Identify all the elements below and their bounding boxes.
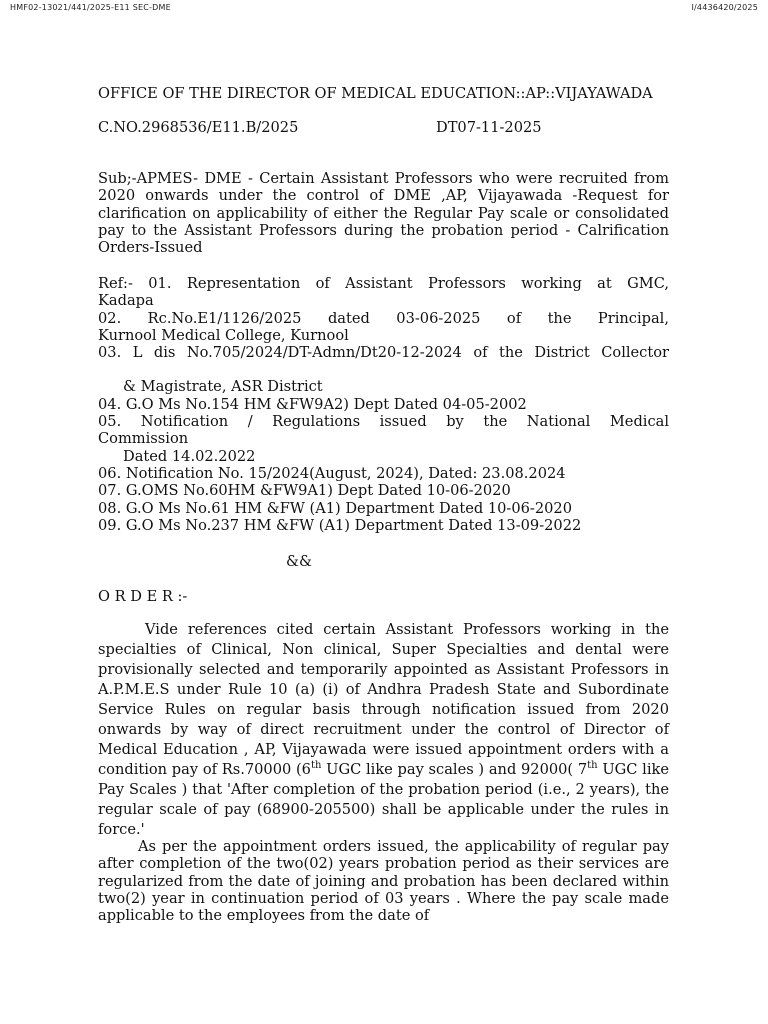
reference-01-line2: Kadapa bbox=[98, 292, 154, 310]
reference-02-line2: Kurnool Medical College, Kurnool bbox=[98, 326, 349, 344]
order-paragraph-1 bbox=[98, 620, 669, 840]
reference-05-line3: Dated 14.02.2022 bbox=[123, 447, 256, 465]
reference-04: 04. G.O Ms No.154 HM &FW9A2) Dept Dated 04-05-2002 bbox=[98, 395, 527, 413]
reference-02-line1: 02. Rc.No.E1/1126/2025 dated 03-06-2025 of the Principal, bbox=[98, 309, 669, 327]
para1-text-part1: Vide references cited certain Assistant Professors working in the specialties of Clinical, Non clinical, Super Specialties and dental were provisionally selected and temporarily appointed as Assistant Professors in A.P.M.E.S under Rule 10 (a) (i) of Andhra Pradesh State and Subordinate Service Rules on regular basis through notification issued from 2020 onwards by way of direct recruitment under the control of Director of Medical Education , AP, Vijayawada were issued appointment orders with a condition pay of Rs.70000 (6 bbox=[98, 621, 669, 778]
reference-06: 06. Notification No. 15/2024(August, 2024), Dated: 23.08.2024 bbox=[98, 464, 566, 482]
reference-09: 09. G.O Ms No.237 HM &FW (A1) Department Dated 13-09-2022 bbox=[98, 516, 582, 534]
references-block bbox=[98, 275, 669, 534]
para1-text-part3: UGC like Pay Scales ) that 'After completion of the probation period (i.e., 2 years), the regular scale of pay (68900-205500) shall be applicable under the rules in force.' bbox=[98, 761, 669, 838]
order-heading: O R D E R :- bbox=[98, 588, 188, 605]
para1-text-part2: UGC like pay scales ) and 92000( 7 bbox=[321, 761, 588, 778]
reference-05-line2: Commission bbox=[98, 430, 189, 448]
reference-07: 07. G.OMS No.60HM &FW9A1) Dept Dated 10-06-2020 bbox=[98, 482, 511, 500]
separator: && bbox=[286, 553, 312, 570]
order-paragraph-2: As per the appointment orders issued, the applicability of regular pay after completion of the two(02) years probation period as their services are regularized from the date of joining and probation has been declared within two(2) year in continuation period of 03 years . Where the pay scale made applicable to the employees from the date of bbox=[98, 838, 669, 925]
reference-05-line1: 05. Notification / Regulations issued by the National Medical bbox=[98, 413, 669, 431]
circular-date: DT07-11-2025 bbox=[436, 119, 542, 136]
file-reference: HMF02-13021/441/2025-E11 SEC-DME bbox=[10, 3, 171, 12]
reference-01-line1: Ref:- 01. Representation of Assistant Professors working at GMC, bbox=[98, 275, 669, 292]
para1-superscript-2: th bbox=[587, 760, 598, 772]
reference-03-line2: & Magistrate, ASR District bbox=[123, 378, 323, 396]
page-reference: I/4436420/2025 bbox=[691, 3, 758, 12]
reference-03-line1: 03. L dis No.705/2024/DT-Admn/Dt20-12-2024 of the District Collector bbox=[98, 344, 669, 362]
reference-08: 08. G.O Ms No.61 HM &FW (A1) Department Dated 10-06-2020 bbox=[98, 499, 572, 517]
circular-number: C.NO.2968536/E11.B/2025 bbox=[98, 119, 299, 136]
office-title: OFFICE OF THE DIRECTOR OF MEDICAL EDUCATION::AP::VIJAYAWADA bbox=[98, 85, 653, 102]
para1-superscript-1: th bbox=[310, 760, 322, 772]
subject-paragraph: Sub;-APMES- DME - Certain Assistant Professors who were recruited from 2020 onwards under the control of DME ,AP, Vijayawada -Request for clarification on applicability of either the Regular Pay scale or consolidated pay to the Assistant Professors during the probation period - Calrification Orders-Issued bbox=[98, 170, 669, 257]
